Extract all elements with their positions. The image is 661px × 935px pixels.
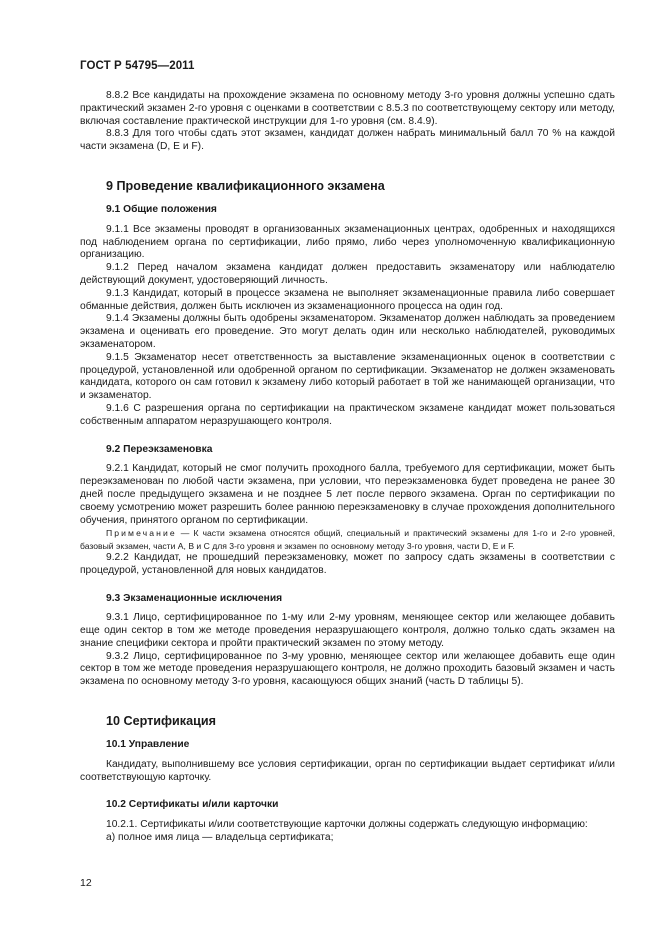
paragraph-10-1: Кандидату, выполнившему все условия сертификации, орган по сертификации выдает сертификат и/или соответствующую карточку. — [80, 758, 615, 783]
note-text: — К части экзамена относятся общий, специальный и практический экзамены для 1-го и 2-го уровней, базовый экзамен, части A, B и C для 3-го уровня и экзамен по основному методу 3-го уровня, части D, E и F. — [80, 528, 615, 551]
page-number: 12 — [80, 877, 92, 889]
paragraph-8-8-3: 8.8.3 Для того чтобы сдать этот экзамен, кандидат должен набрать минимальный балл 70 % на каждой части экзамена (D, E и F). — [80, 128, 615, 153]
paragraph-8-8-2: 8.8.2 Все кандидаты на прохождение экзамена по основному методу 3-го уровня должны успешно сдать практический экзамен 2-го уровня с оценками в соответствии с 8.5.3 по соответствующему сектору или методу, включая составление практической инструкции для 1-го уровня (см. 8.4.9). — [80, 90, 615, 127]
subsection-10-2-heading: 10.2 Сертификаты и/или карточки — [106, 799, 279, 811]
paragraph-9-1-2: 9.1.2 Перед началом экзамена кандидат должен предоставить экзаменатору или наблюдателю действующий документ, удостоверяющий личность. — [80, 262, 615, 286]
section-9-heading: 9 Проведение квалификационного экзамена — [106, 178, 385, 193]
paragraph-9-1-6: 9.1.6 С разрешения органа по сертификации на практическом экзамене кандидат может пользоваться собственным аппаратом неразрушающего контроля. — [80, 402, 615, 427]
list-item-a: а) полное имя лица — владельца сертификата; — [106, 832, 334, 844]
paragraph-9-1-3: 9.1.3 Кандидат, который в процессе экзамена не выполняет экзаменационные правила либо совершает обманные действия, должен быть исключен из экзаменационного процесса на один год. — [80, 287, 615, 312]
paragraph-9-1-1: 9.1.1 Все экзамены проводят в организованных экзаменационных центрах, одобренных и находящихся под наблюдением органа по сертификации, либо прямо, либо через уполномоченную квалификационную организацию. — [80, 223, 615, 261]
paragraph-9-3-2: 9.3.2 Лицо, сертифицированное по 3-му уровню, меняющее сектор или желающее добавить еще один сектор в том же методе проведения неразрушающего контроля, не должно проходить базовый экзамен и часть экзамена по основному методу 3-го уровня, касающуюся общих знаний (часть D таблицы 5). — [80, 650, 615, 688]
document-header: ГОСТ Р 54795—2011 — [80, 60, 195, 72]
note-label: Примечание — [106, 528, 177, 539]
paragraph-9-3-1: 9.3.1 Лицо, сертифицированное по 1-му или 2-му уровням, меняющее сектор или желающее добавить еще один сектор в том же методе проведения неразрушающего контроля, должно только сдать экзамен на знание специфики сектора и пройти практический экзамен по этому методу. — [80, 612, 615, 649]
paragraph-9-1-5: 9.1.5 Экзаменатор несет ответственность за выставление экзаменационных оценок в соответствии с процедурой, установленной или одобренной органом по сертификации. Экзаменатор не должен экзаменовать кандидата, которого он сам готовил к экзамену либо который работает в той же нанимающей организации, что и экзаменатор. — [80, 351, 615, 402]
subsection-9-1-heading: 9.1 Общие положения — [106, 203, 217, 215]
paragraph-9-2-1: 9.2.1 Кандидат, который не смог получить проходного балла, требуемого для сертификации, может быть переэкзаменован по любой части экзамена, при условии, что переэкзаменовка будет проведена не ранее 30 дней после предыдущего экзамена и не позднее 5 лет после первого экзамена. Орган по сертификации по своему усмотрению может разрешить более раннюю переэкзаменовку в случае прохождения дополнительного обучения, принятого органом по сертификации. — [80, 463, 615, 526]
subsection-9-2-heading: 9.2 Переэкзаменовка — [106, 443, 213, 455]
section-10-heading: 10 Сертификация — [106, 714, 216, 729]
page-body — [80, 90, 615, 845]
paragraph-9-1-4: 9.1.4 Экзамены должны быть одобрены экзаменатором. Экзаменатор должен наблюдать за проведением экзамена и оценивать его проведение. Это могут делать один или несколько наблюдателей, руководимых экзаменатором. — [80, 313, 615, 350]
paragraph-9-2-2: 9.2.2 Кандидат, не прошедший переэкзаменовку, может по запросу сдать экзамены в соответствии с процедурой, установленной для новых кандидатов. — [80, 551, 615, 576]
subsection-9-3-heading: 9.3 Экзаменационные исключения — [106, 592, 283, 604]
note — [80, 527, 615, 552]
paragraph-10-2-1: 10.2.1. Сертификаты и/или соответствующие карточки должны содержать следующую информацию: — [106, 819, 588, 831]
subsection-10-1-heading: 10.1 Управление — [106, 739, 190, 751]
